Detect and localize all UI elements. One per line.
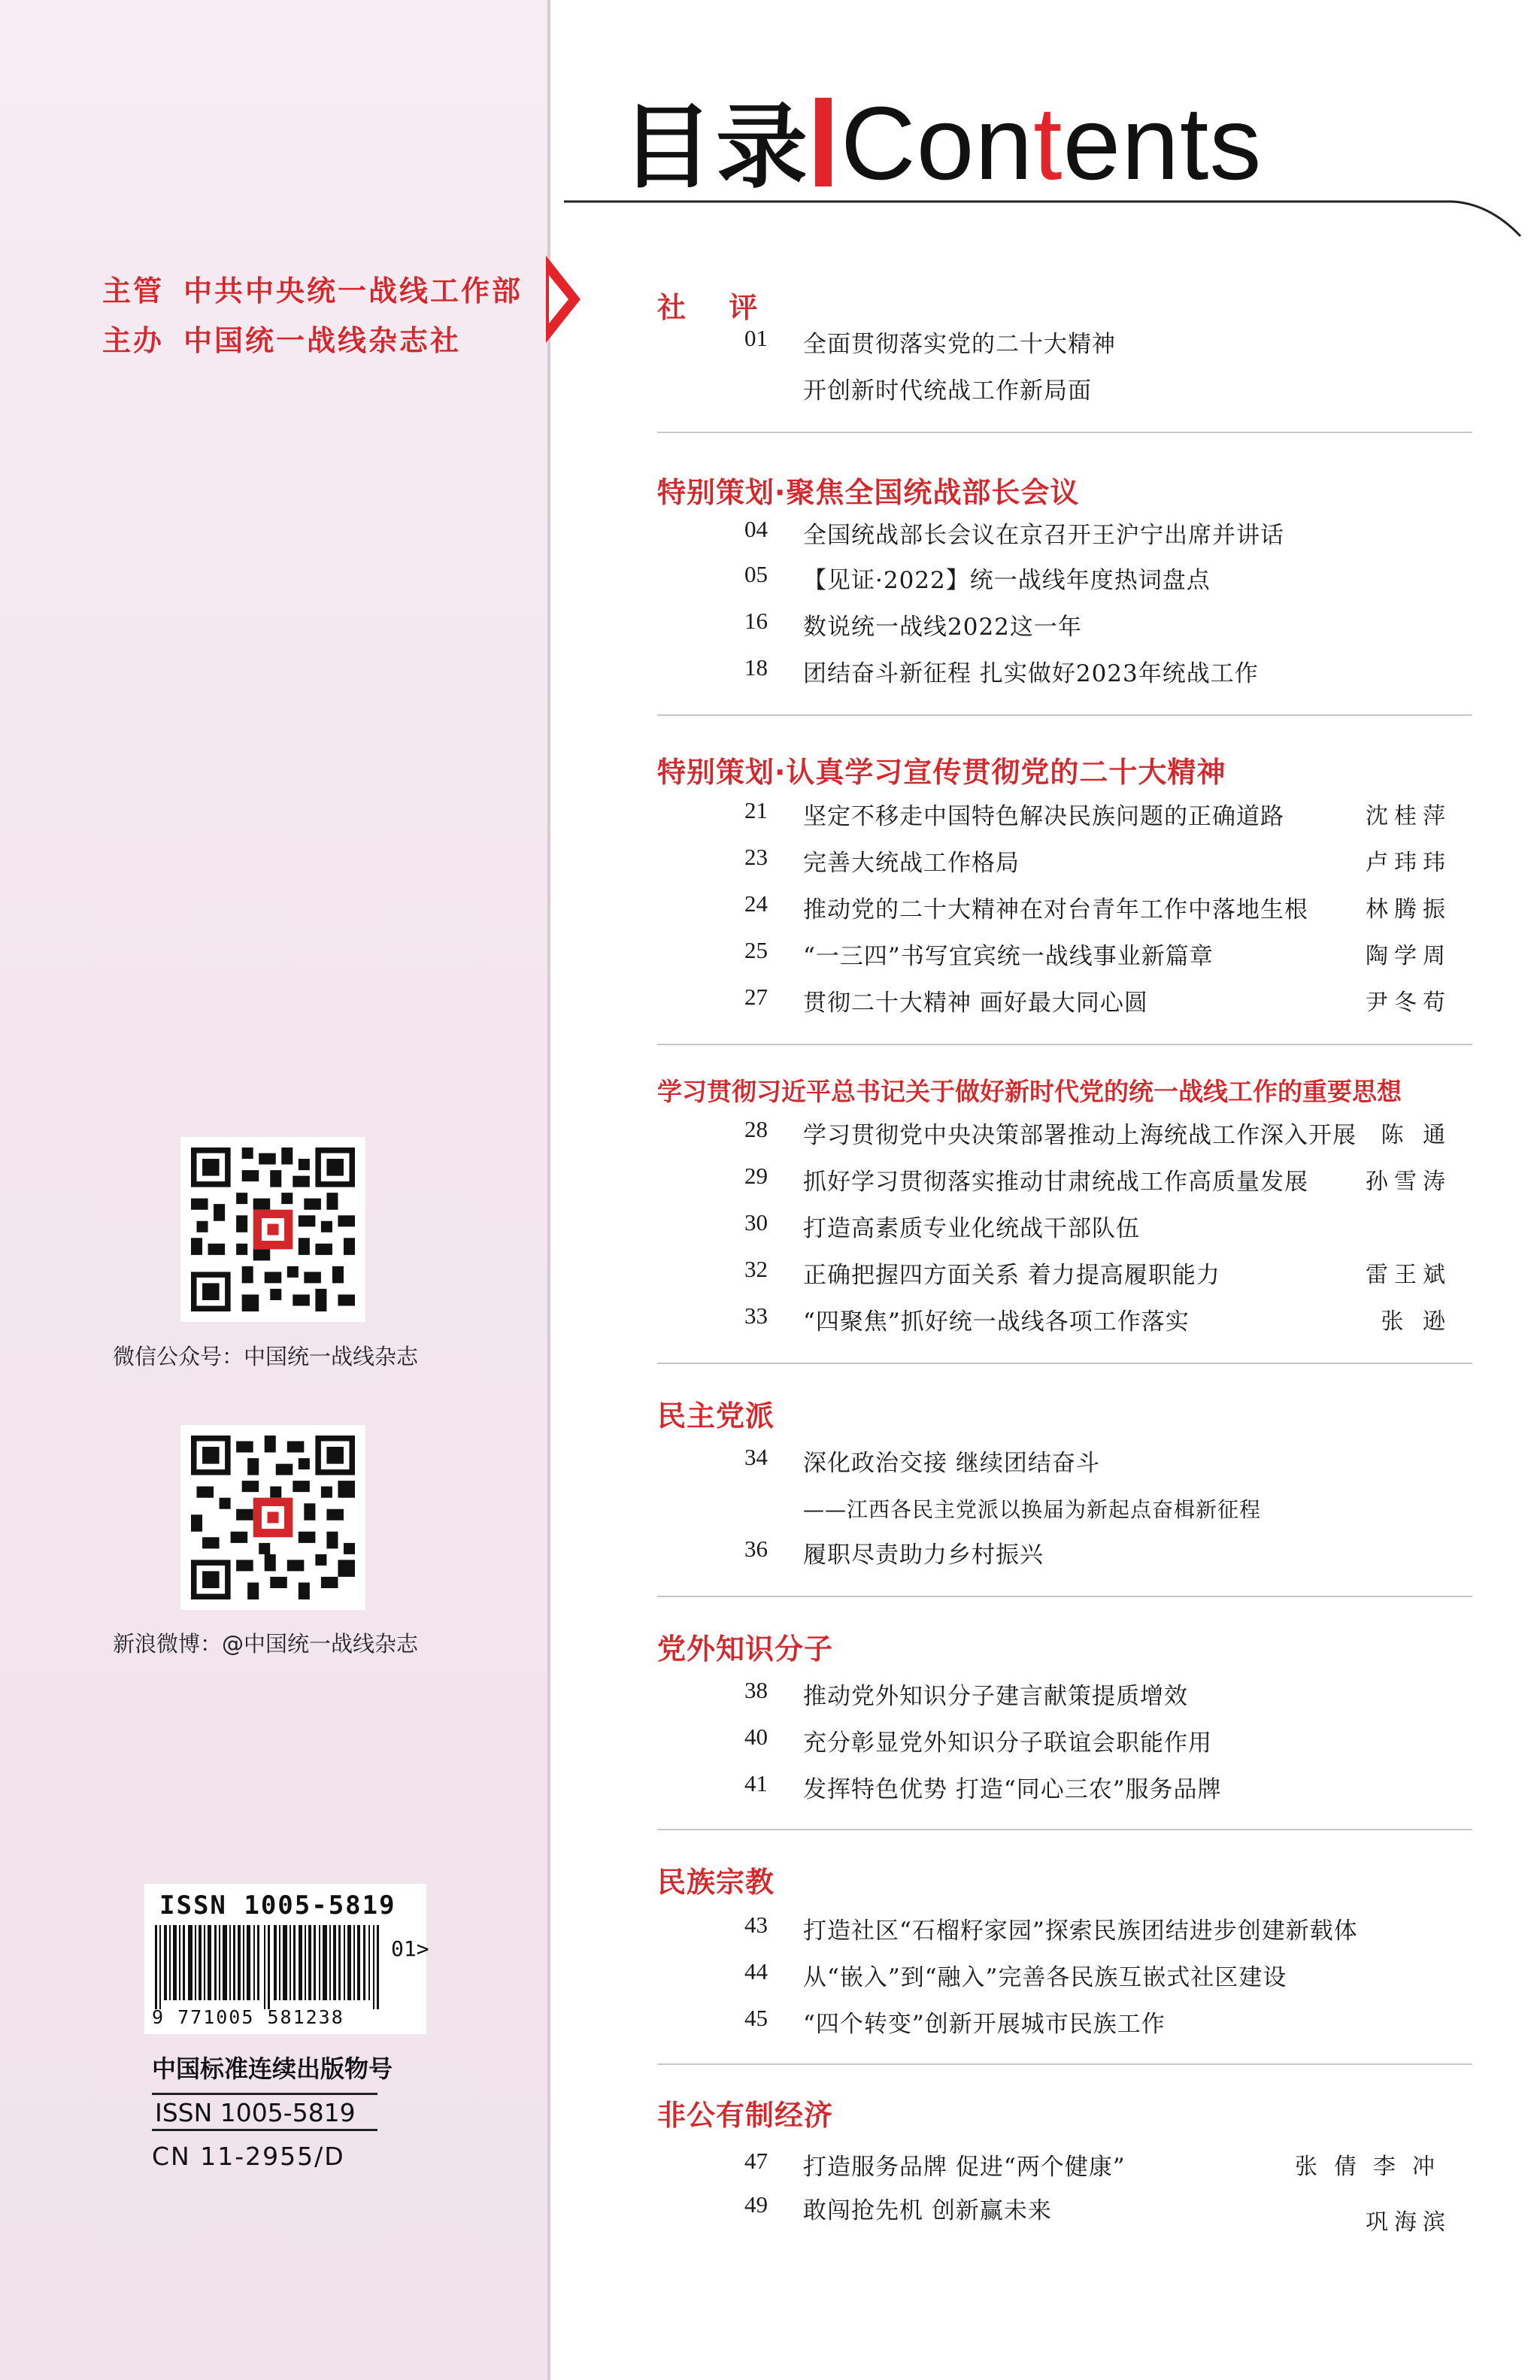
qr-code-icon (191, 1436, 355, 1599)
panel-divider (547, 0, 550, 2380)
section-title: 特别策划·聚焦全国统战部长会议 (657, 476, 1080, 509)
toc-author: 雷王斌 (1366, 1262, 1451, 1288)
toc-page: 44 (744, 1958, 768, 1984)
toc-title: “四聚焦”抓好统一战线各项工作落实 (803, 1308, 1190, 1336)
toc-author: 陶学周 (1366, 943, 1451, 969)
toc-title: “四个转变”创新开展城市民族工作 (803, 2011, 1166, 2038)
sponsor-role: 主办 (102, 324, 165, 357)
toc-page: 25 (744, 937, 768, 963)
serial-number-label: 中国标准连续出版物号 (152, 2054, 393, 2083)
toc-entry[interactable] (744, 1163, 1481, 1197)
toc-entry[interactable] (744, 1958, 1481, 1993)
toc-entry[interactable] (744, 1209, 1481, 1244)
toc-title: 【见证·2022】统一战线年度热词盘点 (803, 567, 1211, 594)
toc-title: 完善大统战工作格局 (803, 850, 1020, 877)
toc-entry[interactable] (744, 2191, 1481, 2236)
toc-page: 38 (744, 1677, 768, 1703)
toc-page: 21 (744, 797, 768, 823)
sponsor-supervisor (102, 268, 523, 309)
title-chinese: 目录 (621, 94, 811, 201)
toc-author: 卢玮玮 (1366, 850, 1451, 876)
toc-title: 履职尽责助力乡村振兴 (803, 1542, 1044, 1569)
toc-page: 04 (744, 516, 768, 542)
wechat-caption: 微信公众号：中国统一战线杂志 (113, 1344, 419, 1369)
toc-title: 数说统一战线2022这一年 (803, 614, 1082, 641)
toc-entry[interactable] (744, 561, 1481, 596)
section-title: 社 评 (657, 291, 775, 324)
weibo-qr-code[interactable] (180, 1425, 365, 1610)
toc-entry[interactable] (744, 1256, 1481, 1290)
toc-subtitle: 开创新时代统战工作新局面 (803, 377, 1092, 405)
toc-page: 29 (744, 1163, 768, 1189)
toc-page: 41 (744, 1770, 768, 1796)
toc-title: 敢闯抢先机 创新赢未来 (803, 2197, 1052, 2224)
toc-page: 45 (744, 2005, 768, 2031)
toc-entry[interactable] (744, 1770, 1481, 1805)
barcode-digits: 9 771005 581238 (152, 2006, 344, 2028)
toc-author: 尹冬苟 (1366, 990, 1451, 1016)
toc-entry[interactable] (744, 890, 1481, 925)
toc-page: 05 (744, 561, 768, 587)
title-english (841, 86, 1262, 202)
weibo-caption: 新浪微博：@中国统一战线杂志 (113, 1631, 419, 1657)
section-title: 特别策划·认真学习宣传贯彻党的二十大精神 (657, 756, 1226, 789)
toc-page: 27 (744, 984, 768, 1010)
sponsor-name: 中共中央统一战线工作部 (183, 274, 523, 308)
toc-author: 巩海滨 (1366, 2209, 1451, 2236)
toc-page: 40 (744, 1724, 768, 1750)
toc-title: 发挥特色优势 打造“同心三农”服务品牌 (803, 1776, 1222, 1803)
title-bar-divider (815, 98, 832, 186)
toc-title: 团结奋斗新征程 扎实做好2023年统战工作 (803, 660, 1259, 687)
toc-author: 陈 通 (1381, 1122, 1451, 1148)
toc-title: 充分彰显党外知识分子联谊会职能作用 (803, 1730, 1212, 1757)
toc-entry[interactable] (744, 937, 1481, 972)
section-divider (657, 1044, 1472, 1045)
section-divider (657, 1363, 1472, 1364)
toc-title: 全国统战部长会议在京召开王沪宁出席并讲话 (803, 522, 1284, 549)
toc-author: 林腾振 (1366, 896, 1451, 923)
toc-title: 全面贯彻落实党的二十大精神 (803, 331, 1116, 358)
barcode-addon: 01> (391, 1936, 429, 1961)
toc-page: 28 (744, 1116, 768, 1142)
toc-entry[interactable] (744, 608, 1481, 642)
title-en-part: ents (1063, 86, 1263, 202)
toc-author: 张 逊 (1381, 1308, 1451, 1335)
sponsor-name: 中国统一战线杂志社 (183, 324, 462, 357)
toc-title: 学习贯彻党中央决策部署推动上海统战工作深入开展 (803, 1122, 1357, 1149)
toc-page: 18 (744, 654, 768, 681)
toc-entry[interactable] (744, 1302, 1481, 1337)
toc-title: 正确把握四方面关系 着力提高履职能力 (803, 1262, 1220, 1289)
title-en-accent: t (1033, 86, 1063, 202)
section-title: 民主党派 (657, 1399, 775, 1433)
toc-page: 01 (744, 325, 768, 351)
toc-entry[interactable] (744, 797, 1481, 832)
title-en-part: Con (841, 86, 1034, 202)
toc-title: 打造高素质专业化统战干部队伍 (803, 1215, 1140, 1242)
section-divider (657, 1829, 1472, 1830)
barcode-icon (155, 1925, 388, 2009)
toc-entry[interactable] (744, 2005, 1481, 2039)
toc-page: 32 (744, 1256, 768, 1282)
toc-entry[interactable] (744, 654, 1481, 689)
section-divider (657, 2063, 1472, 2065)
toc-title: 推动党外知识分子建言献策提质增效 (803, 1683, 1188, 1710)
toc-title: 深化政治交接 继续团结奋斗 (803, 1450, 1100, 1477)
toc-page: 49 (744, 2191, 768, 2218)
section-title: 党外知识分子 (657, 1633, 834, 1666)
toc-entry[interactable] (744, 1116, 1481, 1151)
toc-title: 打造社区“石榴籽家园”探索民族团结进步创建新载体 (803, 1918, 1358, 1945)
toc-title: 打造服务品牌 促进“两个健康” (803, 2154, 1126, 2181)
section-divider (657, 1596, 1472, 1597)
barcode-issn: ISSN 1005-5819 (159, 1890, 396, 1921)
wechat-qr-code[interactable] (180, 1137, 365, 1322)
toc-entry[interactable] (744, 984, 1481, 1018)
toc-title: 推动党的二十大精神在对台青年工作中落地生根 (803, 896, 1308, 923)
toc-author: 孙雪涛 (1366, 1169, 1451, 1195)
sponsor-host (102, 317, 461, 359)
toc-page: 24 (744, 890, 768, 917)
section-divider (657, 714, 1472, 716)
toc-entry[interactable] (744, 1677, 1481, 1711)
toc-entry[interactable] (744, 2148, 1481, 2182)
toc-page: 34 (744, 1444, 768, 1470)
toc-title: 坚定不移走中国特色解决民族问题的正确道路 (803, 803, 1284, 830)
section-title: 非公有制经济 (657, 2099, 834, 2132)
sponsor-role: 主管 (102, 274, 165, 308)
toc-author: 张倩李冲 (1295, 2154, 1451, 2180)
toc-title: 贯彻二十大精神 画好最大同心圆 (803, 990, 1148, 1017)
toc-page: 30 (744, 1209, 768, 1235)
qr-code-icon (191, 1148, 355, 1311)
toc-page: 36 (744, 1536, 768, 1562)
arrow-marker-inner (549, 275, 568, 323)
toc-page: 23 (744, 844, 768, 870)
toc-entry[interactable] (744, 516, 1481, 550)
page-title (621, 86, 1263, 202)
toc-entry[interactable] (744, 1912, 1481, 1946)
toc-entry[interactable] (744, 1536, 1481, 1570)
toc-page: 16 (744, 608, 768, 634)
title-rule (556, 197, 1534, 250)
section-divider (657, 432, 1472, 433)
toc-page: 43 (744, 1912, 768, 1938)
toc-title: 从“嵌入”到“融入”完善各民族互嵌式社区建设 (803, 1964, 1287, 1991)
toc-page: 33 (744, 1302, 768, 1329)
section-title: 民族宗教 (657, 1866, 775, 1899)
cn-number: CN 11-2955/D (152, 2142, 345, 2171)
toc-entry[interactable] (744, 1444, 1481, 1478)
section-title: 学习贯彻习近平总书记关于做好新时代党的统一战线工作的重要思想 (657, 1077, 1402, 1106)
toc-author: 沈桂萍 (1366, 803, 1451, 829)
toc-title: 抓好学习贯彻落实推动甘肃统战工作高质量发展 (803, 1169, 1308, 1196)
toc-page: 47 (744, 2148, 768, 2174)
toc-title: “一三四”书写宜宾统一战线事业新篇章 (803, 943, 1214, 970)
toc-entry[interactable] (744, 1724, 1481, 1758)
toc-entry[interactable] (744, 844, 1481, 878)
issn-number: ISSN 1005-5819 (152, 2093, 377, 2131)
toc-entry[interactable] (744, 325, 1481, 359)
toc-subtitle: ——江西各民主党派以换届为新起点奋楫新征程 (803, 1497, 1262, 1522)
